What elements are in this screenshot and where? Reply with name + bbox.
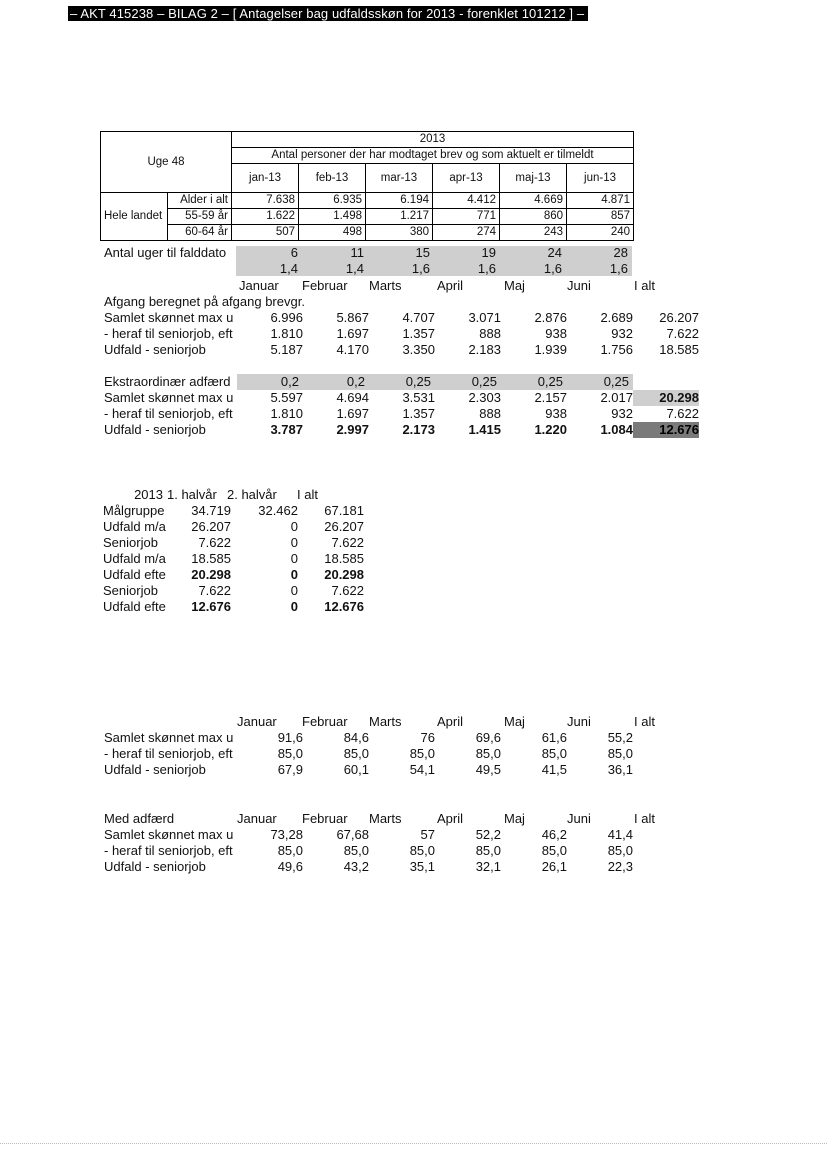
summary-table bbox=[103, 487, 364, 615]
section-title: Afgang beregnet på afgang brevgr. bbox=[104, 294, 305, 309]
table-row bbox=[103, 503, 364, 519]
row-label: Samlet skønnet max u bbox=[104, 310, 234, 325]
month-header: mar-13 bbox=[366, 164, 433, 193]
table-cell: 61,6 bbox=[541, 730, 567, 745]
col-header: I alt bbox=[634, 714, 655, 729]
table-cell: 41,4 bbox=[607, 827, 633, 842]
table-cell: 18.585 bbox=[659, 342, 699, 357]
table-cell: 67.181 bbox=[324, 503, 364, 518]
row-label: Målgruppe bbox=[103, 503, 165, 518]
month-header: jun-13 bbox=[567, 164, 634, 193]
factor-value: 1,6 bbox=[543, 261, 562, 276]
table-cell: 22,3 bbox=[607, 859, 633, 874]
table-row bbox=[104, 422, 699, 438]
table-cell: 49,6 bbox=[277, 859, 303, 874]
table-cell: 857 bbox=[567, 209, 634, 225]
table-cell: 32.462 bbox=[258, 503, 298, 518]
table-cell: 243 bbox=[500, 225, 567, 241]
month-header: jan-13 bbox=[232, 164, 299, 193]
row-label: Udfald m/a bbox=[103, 551, 166, 566]
percent-table-1 bbox=[104, 714, 664, 778]
table-cell: 4.669 bbox=[500, 193, 567, 209]
table-cell: 67,9 bbox=[277, 762, 303, 777]
col-header: Januar bbox=[239, 278, 279, 293]
row-label: Samlet skønnet max u bbox=[104, 390, 234, 405]
table-cell: 0,25 bbox=[501, 374, 567, 390]
section-title: Med adfærd bbox=[104, 811, 175, 826]
table-row bbox=[104, 342, 699, 358]
table-cell: 85,0 bbox=[409, 746, 435, 761]
col-header: April bbox=[437, 278, 464, 293]
col-header: Maj bbox=[504, 714, 525, 729]
table-cell: 26.207 bbox=[659, 310, 699, 325]
table-row bbox=[104, 843, 664, 859]
row-label: Udfald efte bbox=[103, 599, 166, 614]
row-label: 55-59 år bbox=[167, 209, 231, 225]
table-cell: 5.597 bbox=[270, 390, 303, 405]
summary-header: 2013 bbox=[134, 487, 163, 502]
table-cell: 1.498 bbox=[299, 209, 366, 225]
row-label: Seniorjob bbox=[103, 535, 158, 550]
factor-value: 1,6 bbox=[411, 261, 430, 276]
weeks-label: Antal uger til falddato bbox=[104, 245, 227, 260]
table-cell: 85,0 bbox=[277, 746, 303, 761]
table-row bbox=[104, 714, 664, 730]
col-header: Marts bbox=[369, 278, 402, 293]
col-header: Juni bbox=[567, 714, 591, 729]
row-label: Udfald efte bbox=[103, 567, 166, 582]
table-row bbox=[104, 390, 699, 406]
table-cell: 0 bbox=[290, 583, 298, 598]
table-cell: 4.694 bbox=[336, 390, 369, 405]
table-row bbox=[104, 326, 699, 342]
table-cell: 18.585 bbox=[324, 551, 364, 566]
weekly-persons-table bbox=[100, 131, 634, 241]
week-label: Uge 48 bbox=[101, 132, 232, 193]
table-cell: 1.357 bbox=[402, 406, 435, 421]
table-cell: 938 bbox=[545, 326, 567, 341]
table-row bbox=[104, 827, 664, 843]
month-header: feb-13 bbox=[299, 164, 366, 193]
table-row bbox=[103, 567, 364, 583]
col-header: Maj bbox=[504, 811, 525, 826]
table-cell: 3.071 bbox=[468, 310, 501, 325]
table-cell: 85,0 bbox=[607, 746, 633, 761]
table-row bbox=[103, 599, 364, 615]
col-header: I alt bbox=[634, 811, 655, 826]
factor-value: 1,4 bbox=[279, 261, 298, 276]
factor-value: 1,6 bbox=[477, 261, 496, 276]
col-header: Maj bbox=[504, 278, 525, 293]
table-cell: 888 bbox=[479, 406, 501, 421]
col-header: Februar bbox=[302, 811, 348, 826]
table-cell: 1.622 bbox=[232, 209, 299, 225]
table-cell: 1.756 bbox=[600, 342, 633, 357]
table-cell bbox=[633, 374, 699, 390]
table-cell: 7.622 bbox=[666, 326, 699, 341]
table-cell: 888 bbox=[479, 326, 501, 341]
table-row bbox=[104, 811, 664, 827]
table-cell: 20.298 bbox=[633, 390, 699, 406]
weeks-values-row bbox=[236, 245, 632, 261]
table-cell: 507 bbox=[232, 225, 299, 241]
table-cell: 2.183 bbox=[468, 342, 501, 357]
table-cell: 240 bbox=[567, 225, 634, 241]
table-cell: 2.997 bbox=[336, 422, 369, 437]
table-row bbox=[104, 746, 664, 762]
table-cell: 85,0 bbox=[343, 843, 369, 858]
row-label: - heraf til seniorjob, eft bbox=[104, 843, 233, 858]
table-cell: 57 bbox=[420, 827, 435, 842]
table-subtitle: Antal personer der har modtaget brev og som aktuelt er tilmeldt bbox=[232, 148, 634, 164]
percent-table-2 bbox=[104, 811, 664, 875]
table-row bbox=[104, 762, 664, 778]
table-cell: 41,5 bbox=[541, 762, 567, 777]
month-header: maj-13 bbox=[500, 164, 567, 193]
row-label: Udfald - seniorjob bbox=[104, 859, 206, 874]
section2-rows bbox=[104, 374, 699, 438]
factors-row bbox=[236, 261, 632, 277]
table-cell: 85,0 bbox=[343, 746, 369, 761]
table-cell: 85,0 bbox=[541, 843, 567, 858]
factor-value: 1,6 bbox=[609, 261, 628, 276]
weeks-value: 24 bbox=[547, 245, 562, 260]
row-label: Samlet skønnet max u bbox=[104, 730, 234, 745]
table-row bbox=[104, 374, 699, 390]
table-cell: 67,68 bbox=[336, 827, 369, 842]
table-cell: 43,2 bbox=[343, 859, 369, 874]
table-cell: 7.622 bbox=[198, 535, 231, 550]
table-cell: 932 bbox=[611, 406, 633, 421]
table-cell: 4.871 bbox=[567, 193, 634, 209]
table-row bbox=[103, 487, 364, 503]
table-cell: 85,0 bbox=[409, 843, 435, 858]
col-header: Februar bbox=[302, 278, 348, 293]
col-header: Juni bbox=[567, 278, 591, 293]
factor-value: 1,4 bbox=[345, 261, 364, 276]
table-row bbox=[103, 551, 364, 567]
table-cell: 0 bbox=[290, 535, 298, 550]
table-row bbox=[103, 583, 364, 599]
table-cell: 85,0 bbox=[541, 746, 567, 761]
table-cell: 52,2 bbox=[475, 827, 501, 842]
table-cell: 0 bbox=[290, 567, 298, 582]
table-cell: 1.810 bbox=[270, 326, 303, 341]
row-label: Udfald m/a bbox=[103, 519, 166, 534]
table-cell: 2.876 bbox=[534, 310, 567, 325]
summary-header: 1. halvår bbox=[167, 487, 217, 502]
section1-rows bbox=[104, 310, 699, 358]
weeks-value: 15 bbox=[415, 245, 430, 260]
table-cell: 1.697 bbox=[336, 406, 369, 421]
table-cell: 1.084 bbox=[600, 422, 633, 437]
table-cell: 6.935 bbox=[299, 193, 366, 209]
table-cell: 84,6 bbox=[343, 730, 369, 745]
page-bottom-divider bbox=[0, 1143, 827, 1144]
table-cell: 6.996 bbox=[270, 310, 303, 325]
table-cell: 36,1 bbox=[607, 762, 633, 777]
table-cell: 932 bbox=[611, 326, 633, 341]
table-row bbox=[103, 535, 364, 551]
table-cell: 0,2 bbox=[237, 374, 303, 390]
col-header: Februar bbox=[302, 714, 348, 729]
table-cell: 3.787 bbox=[270, 422, 303, 437]
table-cell: 0,25 bbox=[369, 374, 435, 390]
summary-header: I alt bbox=[297, 487, 318, 502]
table-row bbox=[104, 310, 699, 326]
row-label: - heraf til seniorjob, eft bbox=[104, 746, 233, 761]
table-cell: 2.017 bbox=[600, 390, 633, 405]
row-label: Udfald - seniorjob bbox=[104, 422, 206, 437]
table-cell: 76 bbox=[420, 730, 435, 745]
col-header: Juni bbox=[567, 811, 591, 826]
weeks-value: 28 bbox=[613, 245, 628, 260]
summary-header: 2. halvår bbox=[227, 487, 277, 502]
weeks-value: 6 bbox=[290, 245, 298, 260]
table-cell: 49,5 bbox=[475, 762, 501, 777]
row-label: Seniorjob bbox=[103, 583, 158, 598]
table-cell: 69,6 bbox=[475, 730, 501, 745]
col-header: I alt bbox=[634, 278, 655, 293]
table-row bbox=[103, 519, 364, 535]
table-cell: 26.207 bbox=[191, 519, 231, 534]
table-cell: 5.187 bbox=[270, 342, 303, 357]
table-cell: 498 bbox=[299, 225, 366, 241]
table-cell: 4.170 bbox=[336, 342, 369, 357]
table-cell: 34.719 bbox=[191, 503, 231, 518]
col-header: Januar bbox=[237, 811, 277, 826]
table-cell: 860 bbox=[500, 209, 567, 225]
table-cell: 60,1 bbox=[343, 762, 369, 777]
table-cell: 18.585 bbox=[191, 551, 231, 566]
table-cell: 20.298 bbox=[191, 567, 231, 582]
table-cell: 12.676 bbox=[633, 422, 699, 438]
row-label: Ekstraordinær adfærd bbox=[104, 374, 231, 389]
table-row bbox=[104, 730, 664, 746]
table-cell: 2.173 bbox=[402, 422, 435, 437]
table-cell: 85,0 bbox=[475, 843, 501, 858]
col-header: April bbox=[437, 811, 464, 826]
table-cell: 0,25 bbox=[435, 374, 501, 390]
table-cell: 1.220 bbox=[534, 422, 567, 437]
table-cell: 7.622 bbox=[331, 583, 364, 598]
table-cell: 7.622 bbox=[666, 406, 699, 421]
table-cell: 35,1 bbox=[409, 859, 435, 874]
table-cell: 85,0 bbox=[475, 746, 501, 761]
table-cell: 274 bbox=[433, 225, 500, 241]
table-cell: 1.939 bbox=[534, 342, 567, 357]
table-cell: 1.697 bbox=[336, 326, 369, 341]
table-cell: 20.298 bbox=[324, 567, 364, 582]
row-label: - heraf til seniorjob, eft bbox=[104, 326, 233, 341]
table-cell: 0,25 bbox=[567, 374, 633, 390]
table-row bbox=[104, 406, 699, 422]
row-label: Alder i alt bbox=[167, 193, 231, 209]
table-cell: 1.415 bbox=[468, 422, 501, 437]
table-cell: 12.676 bbox=[191, 599, 231, 614]
table-cell: 0 bbox=[290, 599, 298, 614]
table-cell: 4.707 bbox=[402, 310, 435, 325]
row-label: Udfald - seniorjob bbox=[104, 762, 206, 777]
row-label: Samlet skønnet max u bbox=[104, 827, 234, 842]
table-cell: 3.350 bbox=[402, 342, 435, 357]
table-cell: 2.303 bbox=[468, 390, 501, 405]
table-cell: 0 bbox=[290, 551, 298, 566]
table-cell: 6.194 bbox=[366, 193, 433, 209]
table-cell: 7.622 bbox=[331, 535, 364, 550]
weeks-value: 11 bbox=[350, 245, 364, 260]
month-header: apr-13 bbox=[433, 164, 500, 193]
table-cell: 26.207 bbox=[324, 519, 364, 534]
row-label: Udfald - seniorjob bbox=[104, 342, 206, 357]
table-cell: 7.638 bbox=[232, 193, 299, 209]
table-cell: 0 bbox=[290, 519, 298, 534]
row-label: - heraf til seniorjob, eft bbox=[104, 406, 233, 421]
table-cell: 2.157 bbox=[534, 390, 567, 405]
table-cell: 91,6 bbox=[277, 730, 303, 745]
weeks-value: 19 bbox=[481, 245, 496, 260]
table-cell: 5.867 bbox=[336, 310, 369, 325]
table-cell: 938 bbox=[545, 406, 567, 421]
table-cell: 4.412 bbox=[433, 193, 500, 209]
table-cell: 0,2 bbox=[303, 374, 369, 390]
table-cell: 2.689 bbox=[600, 310, 633, 325]
table-cell: 1.357 bbox=[402, 326, 435, 341]
table-cell: 32,1 bbox=[475, 859, 501, 874]
table-cell: 54,1 bbox=[409, 762, 435, 777]
table-row bbox=[104, 859, 664, 875]
col-header: Januar bbox=[237, 714, 277, 729]
table-cell: 1.810 bbox=[270, 406, 303, 421]
row-label: 60-64 år bbox=[167, 225, 231, 241]
table-cell: 46,2 bbox=[541, 827, 567, 842]
table-cell: 85,0 bbox=[277, 843, 303, 858]
col-header: Marts bbox=[369, 811, 402, 826]
table-cell: 12.676 bbox=[324, 599, 364, 614]
table-cell: 26,1 bbox=[541, 859, 567, 874]
document-header: – AKT 415238 – BILAG 2 – [ Antagelser bag udfaldsskøn for 2013 - forenklet 101212 ] – bbox=[68, 6, 588, 21]
table-cell: 85,0 bbox=[607, 843, 633, 858]
table-cell: 380 bbox=[366, 225, 433, 241]
year-header: 2013 bbox=[232, 132, 634, 148]
table-cell: 3.531 bbox=[402, 390, 435, 405]
group-label: Hele landet bbox=[101, 193, 168, 241]
col-header: Marts bbox=[369, 714, 402, 729]
table-cell: 771 bbox=[433, 209, 500, 225]
table-cell: 7.622 bbox=[198, 583, 231, 598]
col-header: April bbox=[437, 714, 464, 729]
table-cell: 1.217 bbox=[366, 209, 433, 225]
table-cell: 55,2 bbox=[607, 730, 633, 745]
table-cell: 73,28 bbox=[270, 827, 303, 842]
